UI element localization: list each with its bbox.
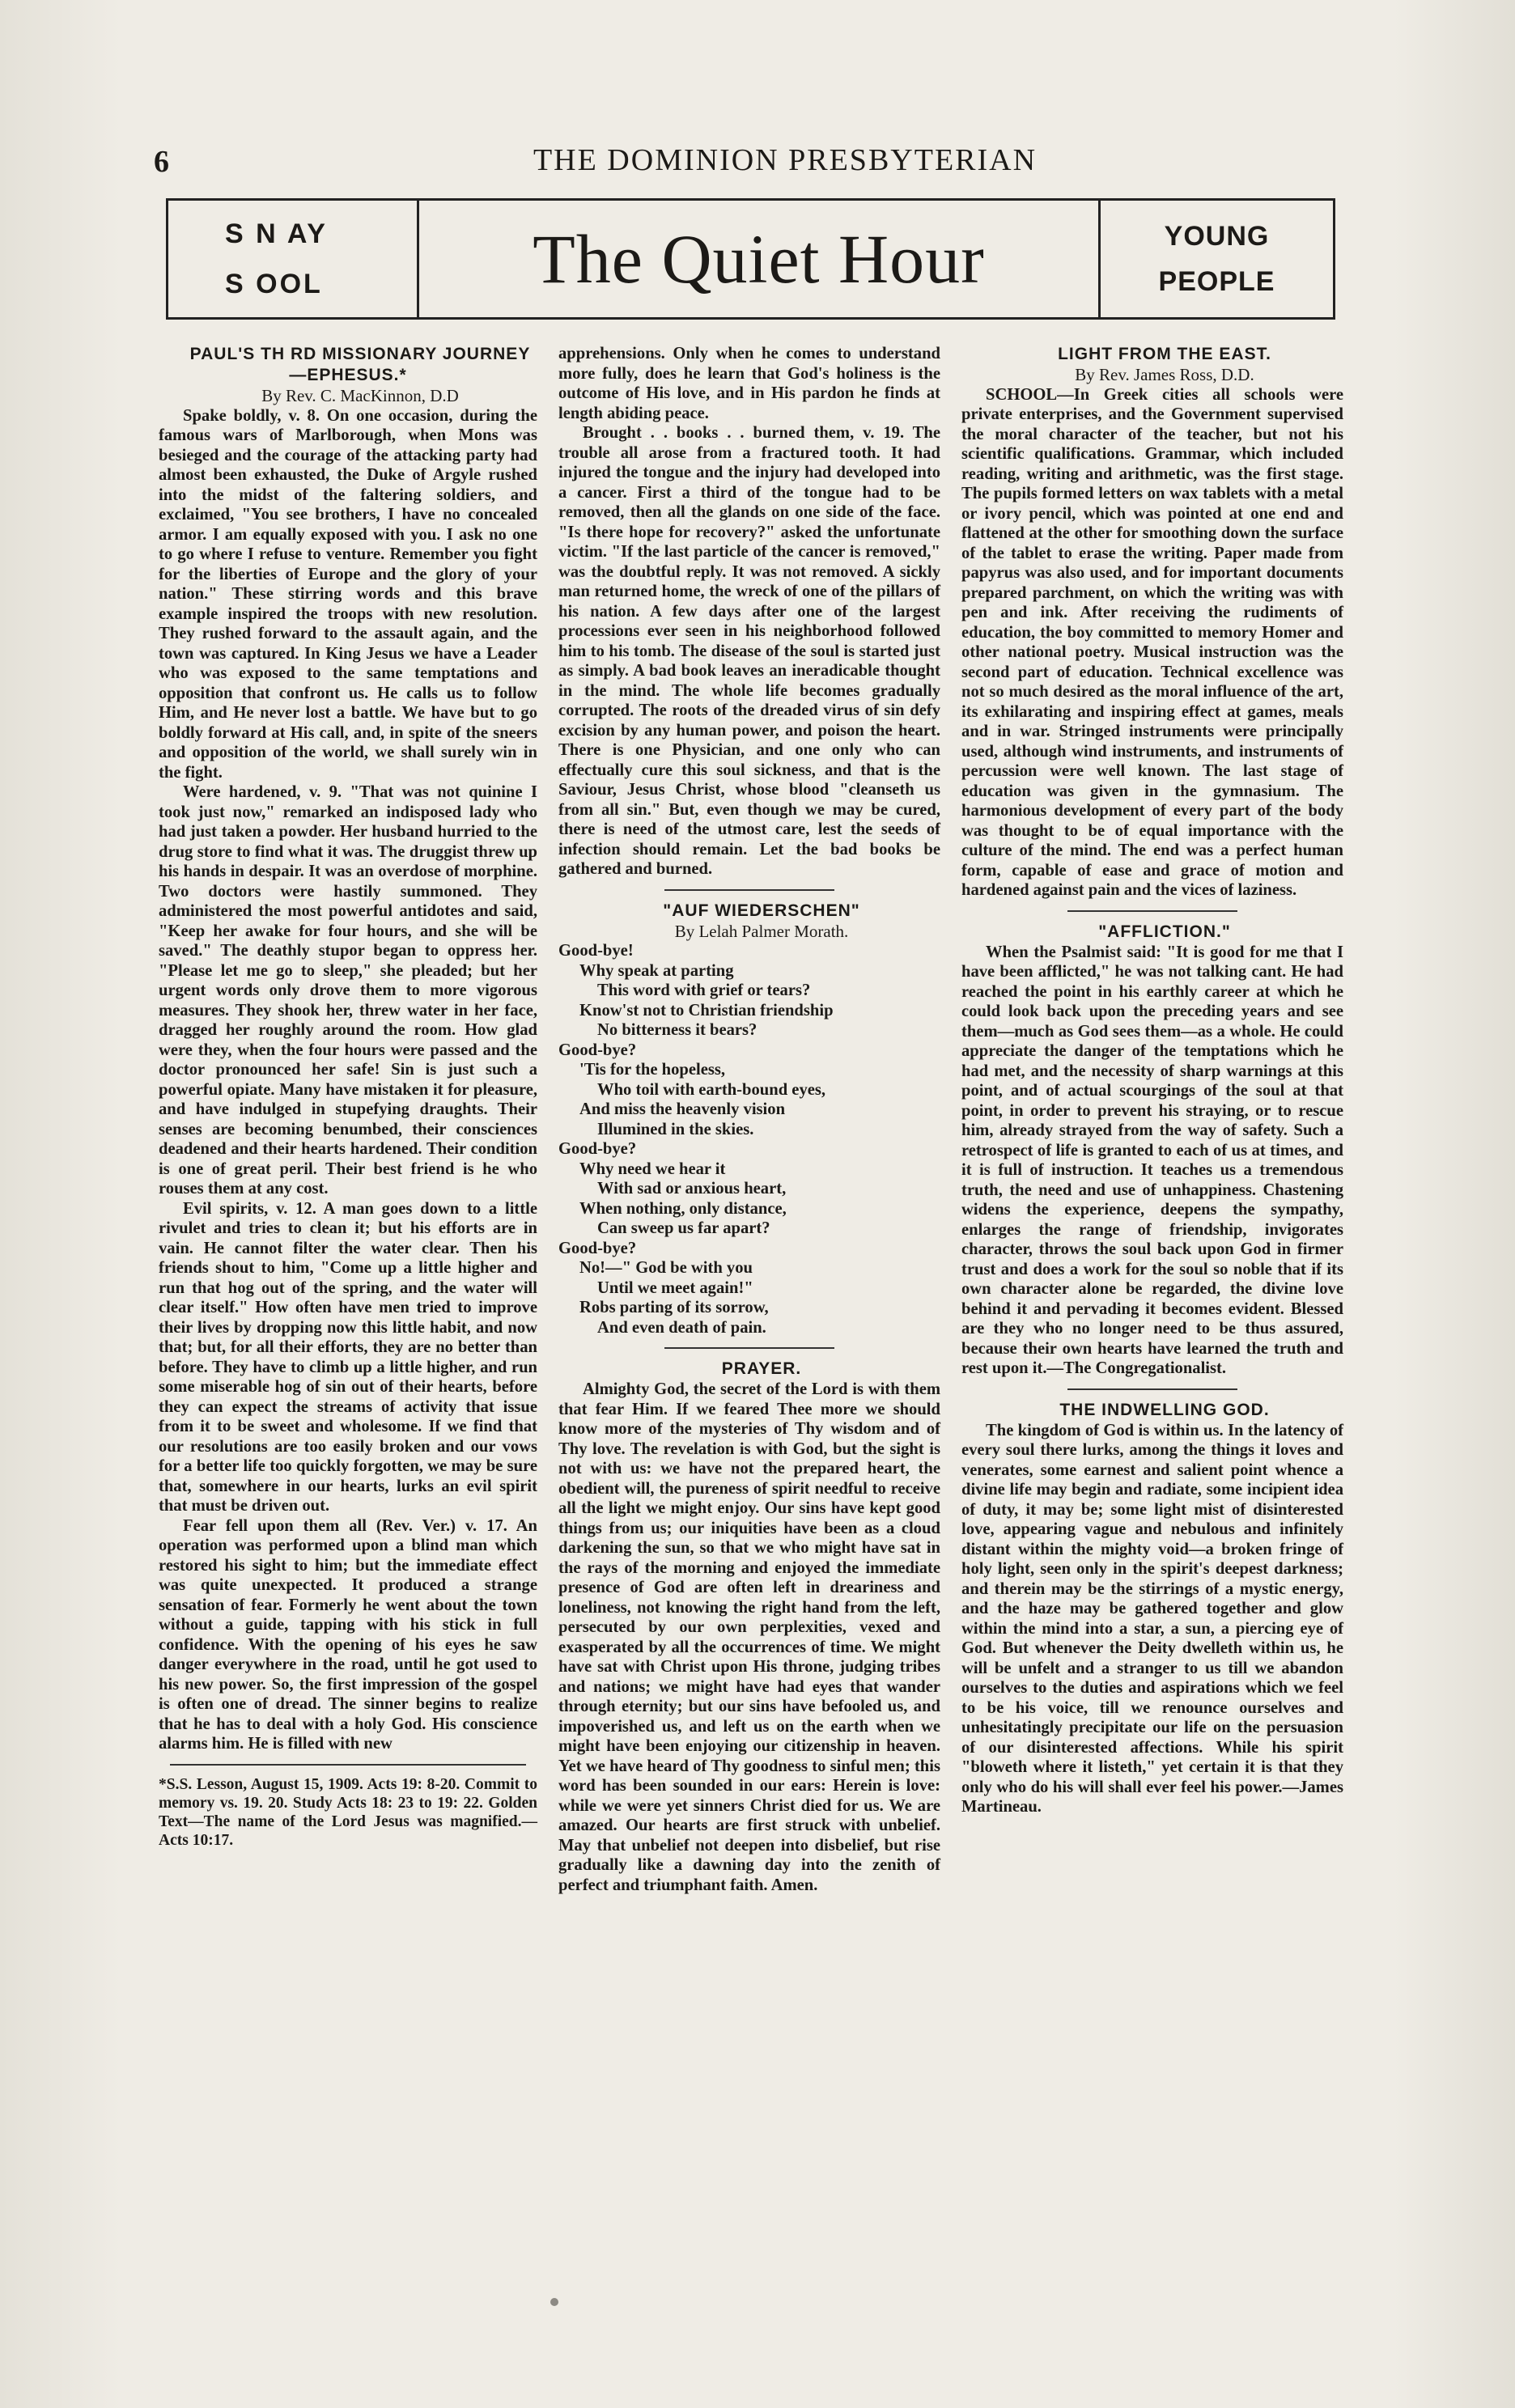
article-paragraph: Fear fell upon them all (Rev. Ver.) v. 17. An operation was performed upon a blind man which restored his sight to him; but the immediate effect was quite unexpected. It produced a strange sensation of fear. Formerly he went about the town without a guide, tapping with his stick in full confidence. With the opening of his eyes he saw danger everywhere in the road, until he got used to his new power. So, the first impression of the gospel is often one of dread. The sinner begins to realize that he has to deal with a holy God. His conscience alarms him. He is filled with new [159, 1516, 537, 1753]
article-heading: PAUL'S TH RD MISSIONARY JOURNEY—EPHESUS.* [189, 345, 531, 384]
poem-line: Good-bye? [558, 1041, 637, 1059]
divider [170, 1764, 526, 1766]
poem-line: Good-bye? [558, 1239, 637, 1257]
poem-line: And even death of pain. [597, 1318, 766, 1337]
section-heading-light: LIGHT FROM THE EAST. [1058, 345, 1271, 363]
section-byline: By Rev. James Ross, D.D. [1075, 365, 1254, 384]
poem-line: No!—" God be with you [579, 1259, 753, 1277]
column-1 [159, 344, 537, 1850]
article-paragraph: Evil spirits, v. 12. A man goes down to a little rivulet and tries to clean it; but his efforts are in vain. He cannot filter the water clear. Then his friends shout to him, "Come up a little higher and run that hog out of the spring, and the water will clear itself." How often have men tried to improve their lives by dropping now this little habit, and now that; but, for all their efforts, they are no better than before. They have to climb up a little higher, and run some miserable hog of sin out of their hearts, before they can expect the streams of activity that issue from it to be sweet and wholesome. If we find that our resolutions are too easily broken and our vows for a better life too quickly forgotten, we may be sure that, somewhere in our hearts, lurks an evil spirit that must be driven out. [159, 1199, 537, 1515]
poem-line: Why speak at parting [579, 961, 734, 980]
article-paragraph: Brought . . books . . burned them, v. 19. The trouble all arose from a fractured tooth. It had injured the tongue and the injury had developed into a cancer. First a third of the tongue had to be removed, then all the glands on one side of the face. "Is there hope for recovery?" asked the unfortunate victim. "If the last particle of the cancer is removed," was the doubtful reply. It was not removed. A sickly man returned home, the wreck of one of the pillars of his nation. A few days after one of the largest processions ever seen in his neighborhood followed him to his tomb. The disease of the soul is started just as simply. A bad book leaves an ineradicable thought in the mind. The whole life becomes gradually corrupted. The roots of the dreaded virus of sin defy excision by any human power, and poison the heart. There is one Physician, and one only who can effectually cure this soul sickness, and that is the Saviour, Jesus Christ, whose blood "cleanseth us from all sin." But, even though we may be cured, there is need of the utmost care, lest the seeds of infection should remain. Let the bad books be gathered and burned. [558, 424, 940, 878]
poem-line: Robs parting of its sorrow, [579, 1299, 769, 1316]
article-paragraph: Spake boldly, v. 8. On one occasion, during the famous wars of Marlborough, when Mons was besieged and the courage of the attacking party had almost been exhausted, the Duke of Argyle rushed into the midst of the faltering soldiers, and exclaimed, "You see brothers, I have no concealed armor. I am equally exposed with you. I ask no one to go where I refuse to venture. Remember you fight for the liberties of Europe and the glory of your nation." These stirring words and this brave example inspired the troops with new resolution. They rushed forward to the assault again, and the town was captured. In King Jesus we have a Leader who was exposed to the same temptations and opposition that confront us. He calls us to follow Him, and He never lost a battle. We have but to go boldly forward at His call, and, in spite of the sneers and opposition of the world, we shall surely win in the fight. [159, 406, 537, 782]
poem-line: And miss the heavenly vision [579, 1100, 786, 1118]
poem-line: Know'st not to Christian friendship [579, 1001, 834, 1020]
poem-heading: "AUF WIEDERSCHEN" [663, 901, 860, 920]
section-heading-indwelling: THE INDWELLING GOD. [1059, 1400, 1270, 1419]
divider [1067, 910, 1237, 912]
sunday-school-line-2: S OOL [225, 269, 323, 299]
poem-line: Good-bye? [558, 1140, 637, 1158]
page-number: 6 [154, 145, 169, 179]
sunday-school-line-1: S N AY [225, 218, 328, 249]
school-paragraph: SCHOOL—In Greek cities all schools were private enterprises, and the Government supervised the moral character of the teacher, but not his scientific qualifications. Grammar, which included reading, writing and arithmetic, was the first stage. The pupils formed letters on wax tablets with a metal or ivory pencil, which was pointed at one end and flattened at the other for smoothing down the surface of the tablet to erase the writing. Paper made from papyrus was also used, and for important documents prepared parchment, on which the writing was with pen and ink. After receiving the rudiments of education, the boy committed to memory Homer and other national poetry. Musical instruction was the second part of education. Technical excellence was not so much desired as the moral influence of the art, its exhilarating and inspiring effect at games, meals and in war. Stringed instruments were principally used, although wind instruments, and instruments of percussion were well known. The last stage of education was given in the gymnasium. The harmonious development of every part of the body was thought to be of equal importance with the culture of the mind. The end was a perfect human form, capable of ease and grace of motion and hardened against pain and the vices of laziness. [961, 385, 1343, 899]
young-people-line-1: YOUNG [1164, 221, 1270, 252]
quiet-hour-header [166, 198, 1335, 320]
article-continuation: apprehensions. Only when he comes to understand more fully, does he learn that God's holiness is the outcome of His love, and in His pardon he finds at length abiding peace. [558, 345, 940, 422]
poem-line: Can sweep us far apart? [597, 1219, 770, 1237]
young-people-line-2: PEOPLE [1158, 266, 1275, 297]
poem-line: Who toil with earth-bound eyes, [597, 1080, 826, 1099]
footnote-text: *S.S. Lesson, August 15, 1909. Acts 19: 8-20. Commit to memory vs. 19. 20. Study Acts 18: 23 to 19: 22. Golden Text—The name of the Lord Jesus was magnified.—Acts 10:17. [159, 1775, 537, 1849]
section-heading-affliction: "AFFLICTION." [1098, 922, 1231, 941]
article-paragraph: Were hardened, v. 9. "That was not quinine I took just now," remarked an indisposed lady who had just taken a powder. Her husband hurried to the drug store to find what it was. The druggist threw up his hands in despair. It was an overdose of morphine. Two doctors were hastily summoned. They administered the most powerful antidotes and said, "Keep her awake for four hours, and she will be saved." The deathly stupor began to oppress her. "Please let me go to sleep," she pleaded; but her urgent words only drove them to more vigorous measures. They shook her, threw water in her face, dragged her roughly around the room. How glad were they, when the four hours were passed and the doctor pronounced her safe! Sin is just such a powerful opiate. Many have mistaken it for pleasure, and have indulged in stupefying draughts. Their senses are becoming benumbed, their consciences deadened and their hearts hardened. Their condition is one of great peril. Their best friend is he who rouses them at any cost. [159, 783, 537, 1198]
divider [1067, 1388, 1237, 1390]
prayer-heading: PRAYER. [721, 1359, 802, 1378]
indwelling-paragraph: The kingdom of God is within us. In the latency of every soul there lurks, among the things it loves and venerates, some earnest and salient point whence a divine life may begin and radiate, some incipient idea of duty, it may be; some light mist of disinterested love, appearing vague and nebulous and infinitely distant within the mighty void—a broken fringe of holy light, seen only in the spirit's deepest darkness; and therein may be the stirrings of a mystic energy, and the haze may be gathered together and glow within the mind into a star, a sun, a piercing eye of God. But whenever the Deity dwelleth within us, he will be unfelt and a stranger to us till we abandon ourselves to the duties and aspirations which we feel to be his voice, till we renounce ourselves and unhesitatingly precipitate our life on the persuasion of our disinterested affections. While his spirit "bloweth where it listeth," yet certain it is that they only who do his will shall ever feel his power.—James Martineau. [961, 1421, 1343, 1816]
poem-line: Why need we hear it [579, 1159, 726, 1178]
poem-line: Until we meet again!" [597, 1278, 753, 1297]
article-byline: By Rev. C. MacKinnon, D.D [261, 386, 459, 405]
poem-line: This word with grief or tears? [597, 981, 811, 999]
poem-line: No bitterness it bears? [597, 1021, 758, 1039]
sunday-school-box [168, 201, 419, 317]
poem-line: 'Tis for the hopeless, [579, 1061, 726, 1079]
divider [664, 889, 834, 891]
column-3 [961, 344, 1343, 1817]
affliction-paragraph: When the Psalmist said: "It is good for me that I have been afflicted," he was not talking cant. He had reached the point in his earthly career at which he could look back upon the preceding years and see them—much as God sees them—as a whole. He could appreciate the danger of the temptations which he had met, and the necessity of sharp warnings at this point, and of actual scourgings of the soul at that point, in order to prevent his straying, or to rescue him, already strayed from the way of safety. Such a retrospect of life is granted to each of us at times, and it is full of instruction. It teaches us a tremendous truth, the need and use of unhappiness. Chastening widens the experience, deepens the sympathy, enlarges the range of friendship, invigorates character, throws the soul back upon God in firmer trust and does a work for the soul so noble that if its own character alone be regarded, the divine love behind it and pervading it becomes evident. Blessed are they who no longer need to be thus assured, because their own hearts have learned the truth and rest upon it.—The Congregationalist. [961, 943, 1343, 1377]
poem-line: Good-bye! [558, 942, 634, 960]
divider [664, 1347, 834, 1349]
poem-line: With sad or anxious heart, [597, 1180, 787, 1198]
footnote [159, 1775, 537, 1850]
poem-byline: By Lelah Palmer Morath. [674, 921, 849, 941]
column-2 [558, 344, 940, 1895]
prayer-text: Almighty God, the secret of the Lord is with them that fear Him. If we feared Thee more we should know more of the mysteries of Thy wisdom and of Thy love. The revelation is with God, but the sight is not with us: we have not the prepared heart, the obedient will, the pureness of spirit needful to receive all the light we might enjoy. Our sins have kept good things from us; our iniquities have been as a cloud darkening the sun, so that we who might have sat in the rays of the morning and enjoyed the immediate presence of God are often left in dreariness and loneliness, not knowing the right hand from the left, persecuted by our own perplexities, vexed and exasperated by all the occurrences of time. We might have sat with Christ upon His throne, judging tribes and nations; we might have had eyes that wander through eternity; but our sins have befooled us, and impoverished us, and left us on the earth when we might have been enjoying our citizenship in heaven. Yet we have heard of Thy goodness to sinful men; this word has been sounded in our ears: Herein is love: while we were yet sinners Christ died for us. We are amazed. Our hearts are first struck with unbelief. May that unbelief not deepen into disbelief, but rise gradually like a dawning day into the zenith of perfect and triumphant faith. Amen. [558, 1380, 940, 1894]
poem-line: Illumined in the skies. [597, 1120, 754, 1138]
ink-spot [550, 2298, 558, 2306]
poem-line: When nothing, only distance, [579, 1199, 787, 1218]
poem [558, 941, 940, 1338]
section-title: The Quiet Hour [533, 220, 985, 298]
journal-title: THE DOMINION PRESBYTERIAN [533, 143, 1038, 177]
young-people-box [1098, 201, 1333, 317]
